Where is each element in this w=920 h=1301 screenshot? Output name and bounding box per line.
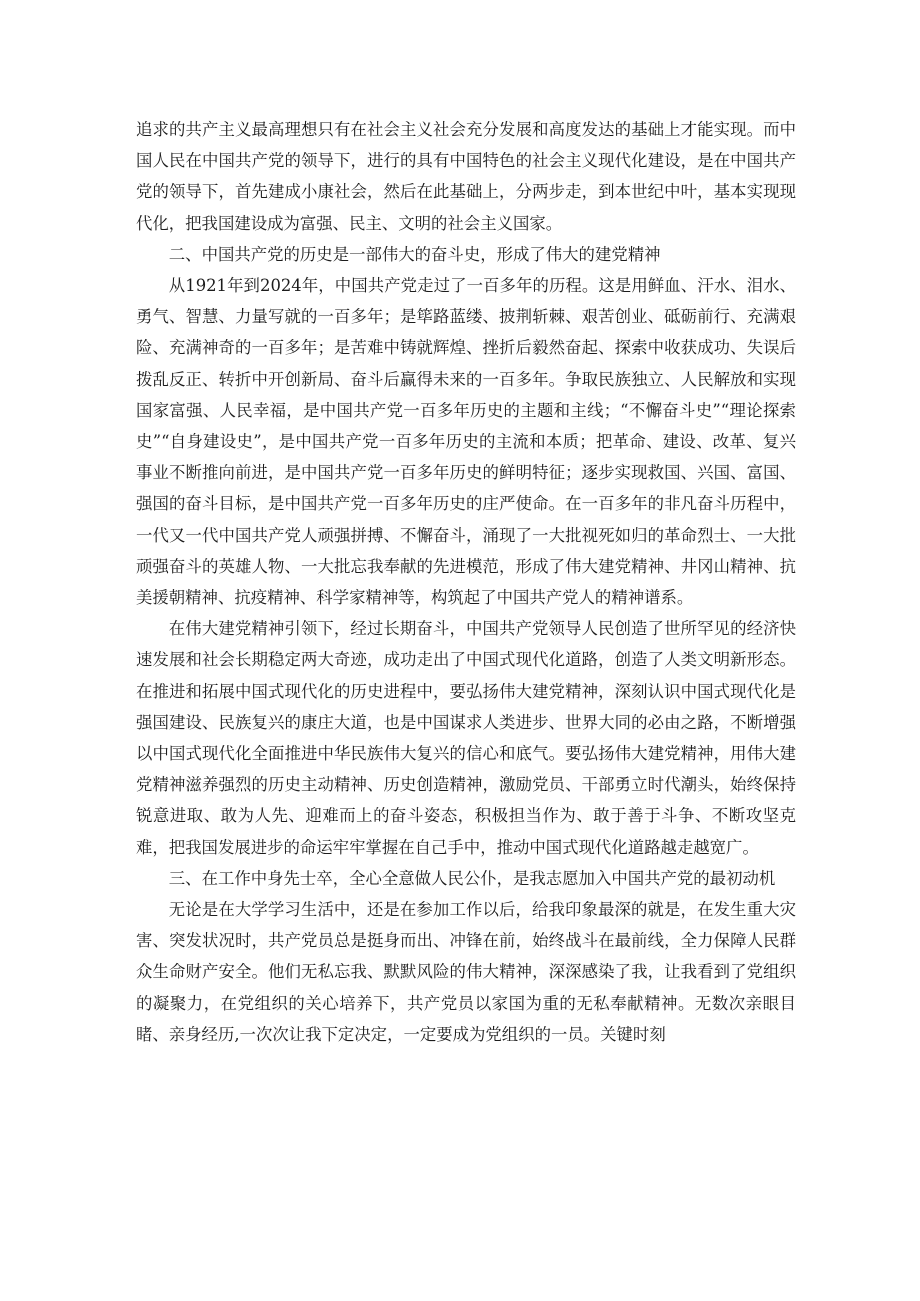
paragraph-party-spirit: 在伟大建党精神引领下，经过长期奋斗，中国共产党领导人民创造了世所罕见的经济快速发展和社会长期稳定两大奇迹，成功走出了中国式现代化道路，创造了人类文明新形态。在推进和拓展中国式现代化的历史进程中，要弘扬伟大建党精神，深刻认识中国式现代化是强国建设、民族复兴的康庄大道，也是中国谋求人类进步、世界大同的必由之路，不断增强以中国式现代化全面推进中华民族伟大复兴的信心和底气。要弘扬伟大建党精神，用伟大建党精神滋养强烈的历史主动精神、历史创造精神，激励党员、干部勇立时代潮头，始终保持锐意进取、敢为人先、迎难而上的奋斗姿态，积极担当作为、敢于善于斗争、不断攻坚克难，把我国发展进步的命运牢牢掌握在自己手中，推动中国式现代化道路越走越宽广。 (136, 619, 796, 857)
section-heading-three: 三、在工作中身先士卒，全心全意做人民公仆，是我志愿加入中国共产党的最初动机 (168, 868, 776, 888)
paragraph-motivation: 无论是在大学学习生活中，还是在参加工作以后，给我印象最深的就是，在发生重大灾害、突发状况时，共产党员总是挺身而出、冲锋在前，始终战斗在最前线，全力保障人民群众生命财产安全。他们无私忘我、默默风险的伟大精神，深深感染了我，让我看到了党组织的凝聚力，在党组织的关心培养下，共产党员以家国为重的无私奉献精神。无数次亲眼目睹、亲身经历,一次次让我下定决定，一定要成为党组织的一员。关键时刻 (136, 900, 796, 1044)
section-heading-two: 二、中国共产党的历史是一部伟大的奋斗史，形成了伟大的建党精神 (168, 244, 661, 264)
paragraph-party-history: 从1921年到2024年，中国共产党走过了一百多年的历程。这是用鲜血、汗水、泪水、勇气、智慧、力量写就的一百多年；是筚路蓝缕、披荆斩棘、艰苦创业、砥砺前行、充满艰险、充满神奇的一百多年；是苦难中铸就辉煌、挫折后毅然奋起、探索中收获成功、失误后拨乱反正、转折中开创新局、奋斗后赢得未来的一百多年。争取民族独立、人民解放和实现国家富强、人民幸福，是中国共产党一百多年历史的主题和主线；“不懈奋斗史”“理论探索史”“自身建设史”，是中国共产党一百多年历史的主流和本质；把革命、建设、改革、复兴事业不断推向前进，是中国共产党一百多年历史的鲜明特征；逐步实现救国、兴国、富国、强国的奋斗目标，是中国共产党一百多年历史的庄严使命。在一百多年的非凡奋斗历程中，一代又一代中国共产党人顽强拼搏、不懈奋斗，涌现了一大批视死如归的革命烈士、一大批顽强奋斗的英雄人物、一大批忘我奉献的先进模范，形成了伟大建党精神、井冈山精神、抗美援朝精神、抗疫精神、科学家精神等，构筑起了中国共产党人的精神谱系。 (136, 276, 796, 608)
paragraph-continuation: 追求的共产主义最高理想只有在社会主义社会充分发展和高度发达的基础上才能实现。而中国人民在中国共产党的领导下，进行的具有中国特色的社会主义现代化建设，是在中国共产党的领导下，首先建成小康社会，然后在此基础上，分两步走，到本世纪中叶，基本实现现代化，把我国建设成为富强、民主、文明的社会主义国家。 (136, 120, 796, 233)
document-body (136, 114, 796, 1050)
